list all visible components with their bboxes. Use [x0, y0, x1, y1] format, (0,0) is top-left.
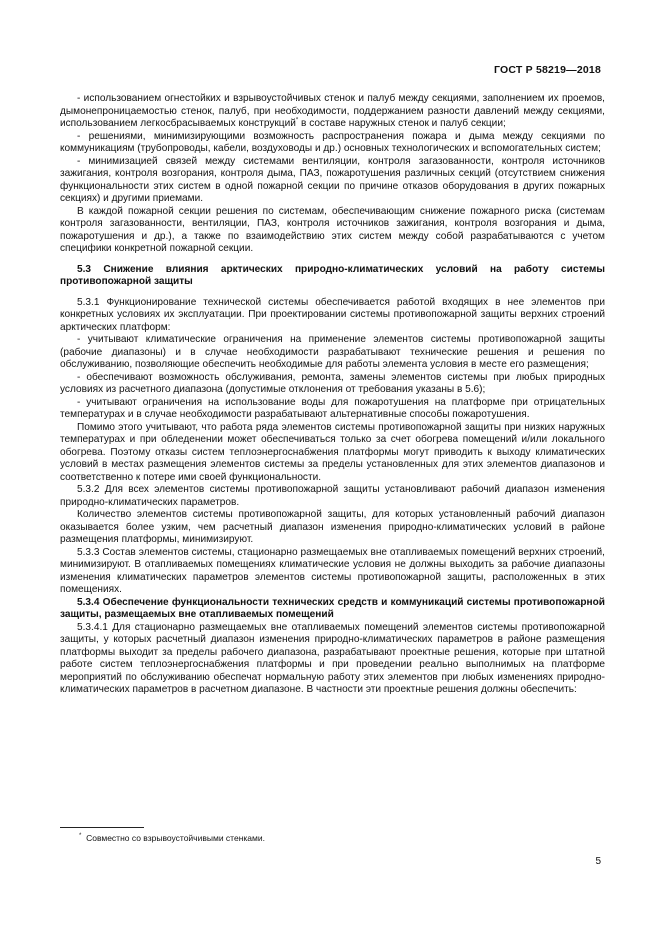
paragraph: 5.3.3 Состав элементов системы, стационарно размещаемых вне отапливаемых помещений верхних строений, минимизируют. В отапливаемых помещениях климатические условия не должны выходить за рабочие диапазоны изменения климатических параметров элементов системы противопожарной защиты, расположенных в этих помещениях. [60, 546, 605, 595]
paragraph: 5.3.1 Функционирование технической системы обеспечивается работой входящих в нее элементов при конкретных условиях их эксплуатации. При проектировании системы противопожарной защиты верхних строений арктических платформ: [60, 296, 605, 333]
paragraph: - решениями, минимизирующими возможность распространения пожара и дыма между секциями по коммуникациям (трубопроводы, кабели, воздуховоды и др.) основных технологических и вспомогательных систем; [60, 130, 605, 154]
section-heading-5-3-4: 5.3.4 Обеспечение функциональности технических средств и коммуникаций системы противопожарной защиты, размещаемых вне отапливаемых помещений [60, 596, 605, 620]
paragraph: Помимо этого учитывают, что работа ряда элементов системы противопожарной защиты при низких наружных температурах и при обледенении может обеспечиваться только за счет обогрева помещений и/или локального обогрева. Поэтому отказы систем теплоэнергоснабжения платформы могут приводить к выходу климатических условий в местах размещения элементов системы за пределы установленных для этих элементов диапазонов и соответственно к потере ими своей функциональности. [60, 421, 605, 483]
footnote-marker: * [79, 833, 82, 840]
page-number: 5 [595, 856, 601, 867]
footnote-mark: * [295, 117, 299, 124]
footnote [79, 833, 265, 843]
paragraph: Количество элементов системы противопожарной защиты, для которых установленный рабочий диапазон оказывается более узким, чем расчетный диапазон изменения природно-климатических условий в районе размещения платформы, минимизируют. [60, 509, 605, 545]
paragraph: - обеспечивают возможность обслуживания, ремонта, замены элементов системы при любых природных условиях из расчетного диапазона (допустимые отклонения от требования указаны в 5.6); [60, 371, 605, 395]
paragraph: В каждой пожарной секции решения по системам, обеспечивающим снижение пожарного риска (системам контроля загазованности, вентиляции, ПАЗ, контроля источников зажигания, контроля возгорания и дыма, пожаротушения и др.), а также по взаимодействию этих систем между собой разрабатываются с учетом специфики конкретной пожарной секции. [60, 205, 605, 254]
footnote-text: Совместно со взрывоустойчивыми стенками. [86, 833, 265, 843]
standard-header: ГОСТ Р 58219—2018 [493, 64, 601, 76]
paragraph-text: в составе наружных стенок и палуб секции; [298, 118, 506, 129]
paragraph: - минимизацией связей между системами вентиляции, контроля загазованности, контроля источников зажигания, контроля возгорания, контроля дыма, ПАЗ, пожаротушения различных секций (отсутствием снижения функциональности этих систем в одной пожарной секции по причине отказов оборудования в других пожарных секциях) и другими приемами. [60, 155, 605, 204]
body-text [60, 93, 605, 697]
paragraph-text: - использованием огнестойких и взрывоустойчивых стенок и палуб между секциями, заполнением их проемов, дымонепроницаемостью стенок, палуб, при необходимости, поддержанием разности давлений между секциями, использованием легкосбрасываемых конструкций [60, 93, 605, 129]
paragraph: - учитывают климатические ограничения на применение элементов системы противопожарной защиты (рабочие диапазоны) и в случае необходимости разрабатывают технические решения и решения по обслуживанию, позволяющие обеспечить необходимые для работы элемента условия в месте его размещения; [60, 334, 605, 370]
section-heading-5-3: 5.3 Снижение влияния арктических природно-климатических условий на работу системы противопожарной защиты [60, 263, 605, 287]
footnote-divider [60, 827, 144, 828]
paragraph [60, 93, 605, 131]
paragraph: 5.3.2 Для всех элементов системы противопожарной защиты установливают рабочий диапазон изменения природно-климатических параметров. [60, 484, 605, 508]
paragraph: 5.3.4.1 Для стационарно размещаемых вне отапливаемых помещений элементов системы противопожарной защиты, у которых расчетный диапазон изменения природно-климатических параметров в районе размещения платформы выходит за пределы рабочего диапазона, разрабатывают проектные решения, которые при штатной работе систем теплоэнергоснабжения платформы и при проведении реально выполнимых на платформе мероприятий по обслуживанию обеспечат нормальную работу этих элементов при любых изменениях природно-климатических параметров в расчетном диапазоне. В частности эти проектные решения должны обеспечить: [60, 621, 605, 695]
paragraph: - учитывают ограничения на использование воды для пожаротушения на платформе при отрицательных температурах и в случае необходимости разрабатывают альтернативные способы пожаротушения. [60, 396, 605, 420]
